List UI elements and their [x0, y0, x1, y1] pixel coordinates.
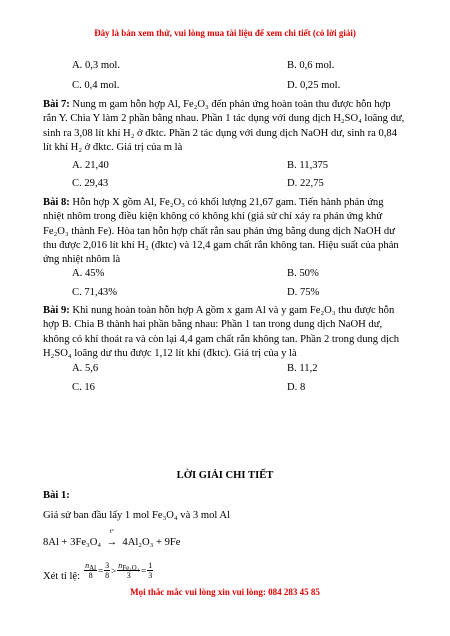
ratio-equals-1: =	[98, 565, 104, 576]
q7-option-d[interactable]: D. 22,75	[287, 178, 324, 189]
solution-bai1-label: Bài 1:	[43, 490, 70, 501]
ratio-value-1-num: 3	[105, 561, 110, 570]
reaction-equation	[43, 529, 181, 548]
question-9-text: Khi nung hoàn toàn hỗn hợp A gồm x gam Al và y gam Fe₂O₃ thu được hỗn hợp B. Chia B thành hai phần bằng nhau: Phần 1 tan trong dung dịch NaOH dư, không có khí thoát ra và còn lại 4,4 gam chất rắn không tan. Phần 2 trong dung dịch H₂SO₄ loãng dư thu được 1,12 lít khí (đktc). Giá trị của y là	[43, 305, 399, 359]
q8-option-d[interactable]: D. 75%	[287, 287, 320, 298]
question-7-label: Bài 7:	[43, 99, 70, 110]
solution-assumption: Giả sử ban đầu lấy 1 mol Fe₃O₄ và 3 mol Al	[43, 510, 231, 521]
q9-option-a[interactable]: A. 5,6	[72, 363, 99, 374]
q6-option-b[interactable]: B. 0,6 mol.	[287, 60, 335, 71]
question-7	[43, 98, 405, 155]
q8-option-b[interactable]: B. 50%	[287, 268, 319, 279]
preview-notice: Đây là bản xem thử, vui lòng mua tài liệu để xem chi tiết (có lời giải)	[94, 28, 356, 38]
question-9-label: Bài 9:	[43, 305, 70, 316]
q6-option-c[interactable]: C. 0,4 mol.	[72, 80, 120, 91]
ratio-value-1-den: 8	[105, 571, 110, 580]
ratio-greater: >	[111, 565, 117, 576]
ratio-label: Xét tỉ lệ:	[43, 571, 81, 582]
q7-option-c[interactable]: C. 29,43	[72, 178, 109, 189]
q7-option-a[interactable]: A. 21,40	[72, 160, 109, 171]
q8-option-c[interactable]: C. 71,43%	[72, 287, 118, 298]
question-8-text: Hỗn hợp X gồm Al, Fe₂O₃ có khối lượng 21,67 gam. Tiến hành phản ứng nhiệt nhôm trong điều kiện không có không khí (giả sử chỉ xảy ra phản ứng khử Fe₂O₃ thành Fe). Hòa tan hỗn hợp chất rắn sau phản ứng bằng dung dịch NaOH dư thu được 2,016 lít khí H₂ (đktc) và 12,4 gam chất rắn không tan. Hiệu suất của phản ứng nhiệt nhôm là	[43, 197, 399, 266]
ratio-n-fe: n	[118, 561, 123, 570]
q9-option-d[interactable]: D. 8	[287, 382, 306, 393]
q8-option-a[interactable]: A. 45%	[72, 268, 105, 279]
ratio-sub-al: Al	[89, 564, 97, 572]
question-9	[43, 304, 405, 361]
reaction-arrow-icon: t° →	[104, 537, 120, 548]
q9-option-c[interactable]: C. 16	[72, 382, 95, 393]
ratio-value-2	[147, 561, 153, 580]
ratio-line	[43, 559, 154, 582]
ratio-frac-al	[84, 561, 97, 580]
reaction-right: 4Al₂O₃ + 9Fe	[122, 537, 181, 548]
ratio-value-2-den: 3	[148, 571, 153, 580]
contact-notice: Mọi thắc mắc vui lòng xin vui lòng: 084 283 45 85	[130, 587, 320, 597]
ratio-equals-2: =	[141, 565, 147, 576]
ratio-n-al: n	[85, 561, 90, 570]
q6-option-d[interactable]: D. 0,25 mol.	[287, 80, 341, 91]
reaction-condition: t°	[109, 529, 114, 535]
question-8-label: Bài 8:	[43, 197, 70, 208]
q6-option-a[interactable]: A. 0,3 mol.	[72, 60, 120, 71]
q7-option-b[interactable]: B. 11,375	[287, 160, 329, 171]
ratio-frac-fe	[117, 561, 140, 580]
question-7-text: Nung m gam hỗn hợp Al, Fe₂O₃ đến phản ứng hoàn toàn thu được hỗn hợp rắn Y. Chia Y làm 2 phần bằng nhau. Phần 1 tác dụng với dung dịch H₂SO₄ loãng dư, sinh ra 3,08 lít khí H₂ ở đktc. Phần 2 tác dụng với dung dịch NaOH dư, sinh ra 0,84 lít khí H₂ ở đktc. Giá trị của m là	[43, 99, 405, 153]
question-8	[43, 196, 405, 267]
ratio-den-al: 8	[88, 571, 93, 580]
ratio-sub-fe: Fe₃O₄	[122, 564, 140, 572]
solution-heading: LỜI GIẢI CHI TIẾT	[176, 470, 274, 481]
ratio-value-1	[104, 561, 110, 580]
ratio-value-2-num: 1	[148, 561, 153, 570]
ratio-den-fe: 3	[126, 571, 131, 580]
reaction-left: 8Al + 3Fe₃O₄	[43, 537, 102, 548]
q9-option-b[interactable]: B. 11,2	[287, 363, 318, 374]
